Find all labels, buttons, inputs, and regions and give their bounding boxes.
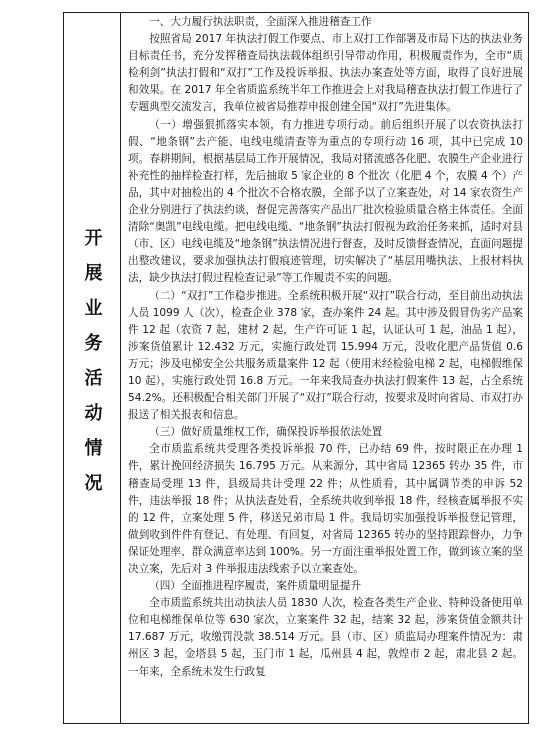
column-divider: [120, 12, 121, 724]
subsection-heading: （四）全面推进程序履责，案件质量明显提升: [149, 580, 362, 593]
subsection-heading: （三）做好质量维权工作，确保投诉举报依法处置: [149, 426, 383, 439]
side-label: 开展业务活动情况: [81, 228, 103, 508]
paragraph: 全市质监系统共受理各类投诉举报 70 件，已办结 69 件，按时限正在办理 1 件，累计挽回经济损失 16.795 万元。从来源分，其中省局 12365 转办 35 件，市稽查局受理 13 件，县级局共计受理 22 件；从性质看，其中属调节类的申诉 52 件，违法举报 18 件；从执法查处看，全系统共收到举报 18 件，经核查属举报不实的 12 件，立案处理 5 件，移送兄弟市局 1 件。我局切实加强投诉举报登记管理，做到收到件件有登记、有处理、有回复，对省局 12365 转办的坚持跟踪督办，力争保证处理率、群众满意率达到 100%。另一方面注重举报处置工作，做到该立案的坚决立案，先后对 3 件举报违法线索予以立案查处。: [128, 443, 523, 575]
side-label-cell: [63, 12, 120, 724]
section-heading: 一、大力履行执法职责，全面深入推进稽查工作: [149, 16, 372, 28]
paragraph: 全市质监系统共出动执法人员 1830 人次，检查各类生产企业、特种设备使用单位和电梯维保单位等 630 家次，立案案件 32 起，结案 32 起，涉案货值金额共计 17.687 万元，收缴罚没款 38.514 万元。县（市、区）质监局办理案件情况为：肃州区 3 起，金塔县 5 起，玉门市 1 起，瓜州县 4 起，敦煌市 2 起，肃北县 2 起。一年来，全系统未发生行政复: [128, 597, 523, 678]
paragraph: 按照省局 2017 年执法打假工作要点、市上双打工作部署及市局下达的执法业务目标责任书，充分发挥稽查局执法载体组织引导带动作用，积极履责作为，全市“质检利剑”执法打假和“双打”工作及投诉举报、执法办案查处等方面，取得了良好进展和效果。在 2017 年全省质监系统半年工作推进会上对我局稽查执法打假工作进行了专题典型交流发言，我单位被省局推荐申报创建全国“双打”先进集体。: [128, 33, 523, 114]
paragraph: （一）增强狠抓落实本领，有力推进专项行动。前后组织开展了以农资执法打假、“地条钢”去产能、电线电缆清查等为重点的专项行动 16 项，其中已完成 10 项。春耕期间，根据基层局工作开展情况，我局对猪流感各化肥、农膜生产企业进行补充性的抽样检查打样，先后抽取 5 家企业的 8 个批次（化肥 4 个，农膜 4 个）产品，其中对抽检出的 4 个批次不合格农膜，全部予以了立案查处，对 14 家农资生产企业分别进行了执法约谈，督促完善落实产品出厂批次检验质量合格主体责任。全面清除“奥凯”电线电缆。把电线电缆、“地条钢”执法打假视为政治任务来抓，适时对县（市、区）电线电缆及“地条钢”执法情况进行督查，及时反馈督查情况，直面问题提出整改建议，要求加强执法打假痕迹管理，切实解决了“基层用嘴执法、上报材料执法，缺少执法打假过程检查记录”等工作履责不实的问题。: [128, 118, 523, 285]
paragraph: （二）“双打”工作稳步推进。全系统积极开展“双打”联合行动，至目前出动执法人员 1099 人（次），检查企业 378 家，查办案件 24 起。其中涉及假冒伪劣产品案件 12 起（农资 7 起，建材 2 起，生产许可证 1 起，认证认可 1 起，油品 1 起），涉案货值累计 12.432 万元，实施行政处罚 15.994 万元，没收化肥产品货值 0.6 万元；涉及电梯安全公共服务质量案件 12 起（使用未经检验电梯 2 起，电梯假维保 10 起），实施行政处罚 16.8 万元。一年来我局查办执法打假案件 13 起，占全系统 54.2%。还积极配合相关部门开展了“双打”联合行动，按要求及时向省局、市双打办报送了相关报表和信息。: [128, 289, 523, 422]
content-cell: [128, 14, 523, 722]
